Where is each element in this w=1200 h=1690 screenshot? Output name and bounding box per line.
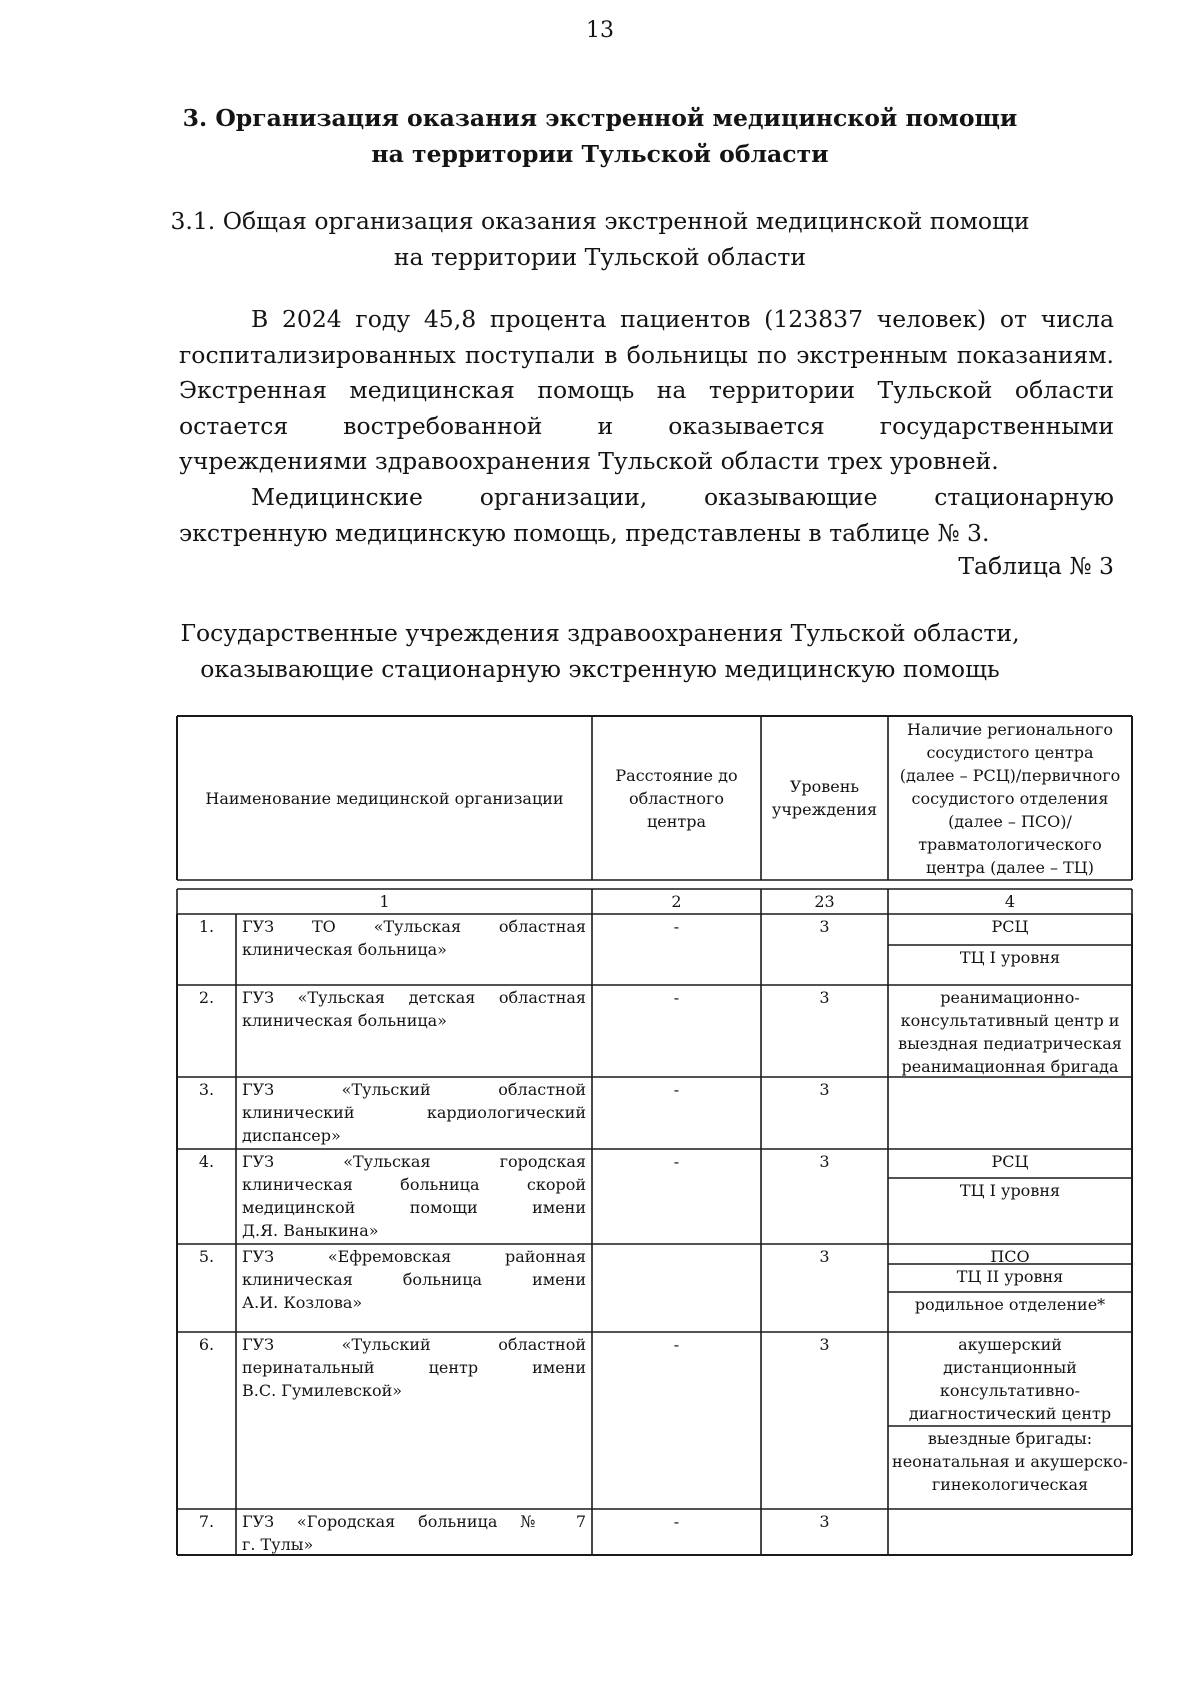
center-entry [890,1150,1130,1173]
row-number-text: 2. [198,988,215,1007]
header-name [183,716,586,880]
organization-name-line: диспансер» [242,1126,341,1145]
column-number-text: 2 [671,892,682,911]
center-entry-line: РСЦ [991,1152,1029,1171]
column-number [894,889,1126,914]
column-number-text: 4 [1004,892,1016,911]
organization-name-line: перинатальный центр имени [242,1358,586,1377]
row-number-text: 3. [198,1080,215,1099]
organization-name [242,1333,586,1402]
organization-name-line: ГУЗ «Ефремовская районная [242,1247,586,1266]
level-text: 3 [819,917,830,936]
header-centers-line: сосудистого центра [926,742,1094,762]
organization-name-line: клиническая больница» [242,1011,447,1030]
organization-name [242,1150,586,1242]
center-entry-line: ПСО [990,1247,1030,1266]
distance-value [598,1150,755,1173]
center-entry-line: консультативно- [939,1381,1081,1400]
center-entry-line: ТЦ II уровня [956,1267,1064,1286]
organization-name [242,1078,586,1147]
organization-name [242,1510,586,1556]
organization-name-line: клинический кардиологический [242,1103,586,1122]
header-level-line: Уровень [789,777,860,796]
row-number-text: 1. [198,917,215,936]
center-entry [890,946,1130,969]
organization-name-line: медицинской помощи имени [242,1198,586,1217]
header-centers [890,716,1130,880]
level-value [767,1078,882,1101]
page-number: 13 [586,18,614,43]
header-centers-line: сосудистого отделения [911,788,1109,808]
header-centers-line: центра (далее – ТЦ) [926,857,1094,877]
level-text: 3 [819,1080,830,1099]
header-centers-line: травматологического [918,834,1102,854]
row-number [183,1510,230,1533]
organization-name-line: ГУЗ «Тульская детская областная [242,988,586,1007]
distance-text: - [673,1335,680,1354]
subsection-heading-line: на территории Тульской области [393,243,807,271]
row-number [183,1333,230,1356]
level-value [767,1150,882,1173]
organization-name-line: ГУЗ «Тульский областной [242,1335,586,1354]
center-entry-line: РСЦ [991,917,1029,936]
column-number [598,889,755,914]
center-entry [890,1265,1130,1288]
level-text: 3 [819,1512,830,1531]
center-entry-line: ТЦ I уровня [959,1181,1061,1200]
organization-name-line: ГУЗ «Тульский областной [242,1080,586,1099]
header-distance-line: областного [628,788,725,808]
column-number [767,889,882,914]
center-entry-line: диагностический центр [908,1404,1112,1423]
center-entry [890,1333,1130,1425]
center-entry [890,915,1130,938]
table-label: Таблица № 3 [958,552,1114,580]
organization-name-line: ГУЗ ТО «Тульская областная [242,917,586,936]
column-number [183,889,586,914]
header-distance-line: центра [646,811,707,831]
level-value [767,1333,882,1356]
header-distance-line: Расстояние до [615,765,738,785]
center-entry-line: неонатальная и акушерско- [892,1452,1128,1471]
table-title-line: оказывающие стационарную экстренную медицинскую помощь [200,655,1000,683]
center-entry [890,986,1130,1078]
distance-text: - [673,917,680,936]
row-number [183,986,230,1009]
column-number-text: 23 [814,892,835,911]
center-entry-line: выездная педиатрическая [898,1034,1122,1053]
organization-name-line: г. Тулы» [242,1535,314,1554]
header-centers-line: Наличие регионального [907,719,1113,739]
center-entry-line: гинекологическая [931,1475,1089,1494]
organization-name [242,915,586,961]
row-number [183,1150,230,1173]
center-entry-line: реанимационная бригада [901,1057,1119,1076]
organization-name-line: В.С. Гумилевской» [242,1381,403,1400]
row-number [183,1245,230,1268]
organization-name-line: клиническая больница» [242,940,447,959]
center-entry-line: консультативный центр и [900,1011,1120,1030]
header-name-text: Наименование медицинской организации [205,788,564,808]
row-number-text: 7. [198,1512,215,1531]
distance-value [598,915,755,938]
distance-value [598,1333,755,1356]
section-heading-line: на территории Тульской области [371,140,829,168]
row-number [183,1078,230,1101]
row-number-text: 5. [198,1247,215,1266]
organization-name-line: клиническая больница имени [242,1270,586,1289]
center-entry-line: дистанционный [943,1358,1077,1377]
subsection-heading-line: 3.1. Общая организация оказания экстренной медицинской помощи [170,207,1030,235]
distance-text: - [673,1152,680,1171]
organization-name [242,1245,586,1314]
table-title-line: Государственные учреждения здравоохранения Тульской области, [180,619,1020,647]
level-text: 3 [819,1247,830,1266]
level-text: 3 [819,988,830,1007]
level-value [767,1245,882,1268]
section-heading-line: 3. Организация оказания экстренной медицинской помощи [182,104,1018,132]
level-text: 3 [819,1152,830,1171]
distance-text: - [673,988,680,1007]
center-entry-line: родильное отделение* [914,1295,1106,1314]
center-entry [890,1179,1130,1202]
header-level [767,716,882,880]
distance-value [598,986,755,1009]
level-text: 3 [819,1335,830,1354]
row-number [183,915,230,938]
organization-name-line: клиническая больница скорой [242,1175,586,1194]
organization-name-line: А.И. Козлова» [242,1293,363,1312]
distance-value [598,1078,755,1101]
center-entry-line: акушерский [958,1335,1062,1354]
center-entry-line: реанимационно- [940,988,1080,1007]
center-entry [890,1293,1130,1316]
header-centers-line: (далее – ПСО)/ [948,811,1072,831]
organization-name [242,986,586,1032]
level-value [767,986,882,1009]
distance-text: - [673,1512,680,1531]
column-number-text: 1 [379,892,390,911]
row-number-text: 6. [198,1335,215,1354]
organization-name-line: Д.Я. Ваныкина» [242,1221,379,1240]
organization-name-line: ГУЗ «Тульская городская [242,1152,586,1171]
body-paragraph: В 2024 году 45,8 процента пациентов (123837 человек) от числа госпитализированных поступали в больницы по экстренным показаниям. Экстренная медицинская помощь на территории Тульской области остается востребованной и оказывается государственными учреждениями здравоохранения Тульской области трех уровней. [179,305,1114,475]
distance-text: - [673,1080,680,1099]
level-value [767,915,882,938]
header-level-line: учреждения [771,800,878,819]
body-paragraph: Медицинские организации, оказывающие стационарную экстренную медицинскую помощь, представлены в таблице № 3. [179,483,1114,547]
row-number-text: 4. [198,1152,215,1171]
header-distance [598,716,755,880]
level-value [767,1510,882,1533]
distance-value [598,1510,755,1533]
organization-name-line: ГУЗ «Городская больница № 7 [242,1512,586,1531]
center-entry [890,1427,1130,1496]
center-entry-line: выездные бригады: [927,1429,1093,1448]
center-entry-line: ТЦ I уровня [959,948,1061,967]
header-centers-line: (далее – РСЦ)/первичного [899,765,1121,785]
